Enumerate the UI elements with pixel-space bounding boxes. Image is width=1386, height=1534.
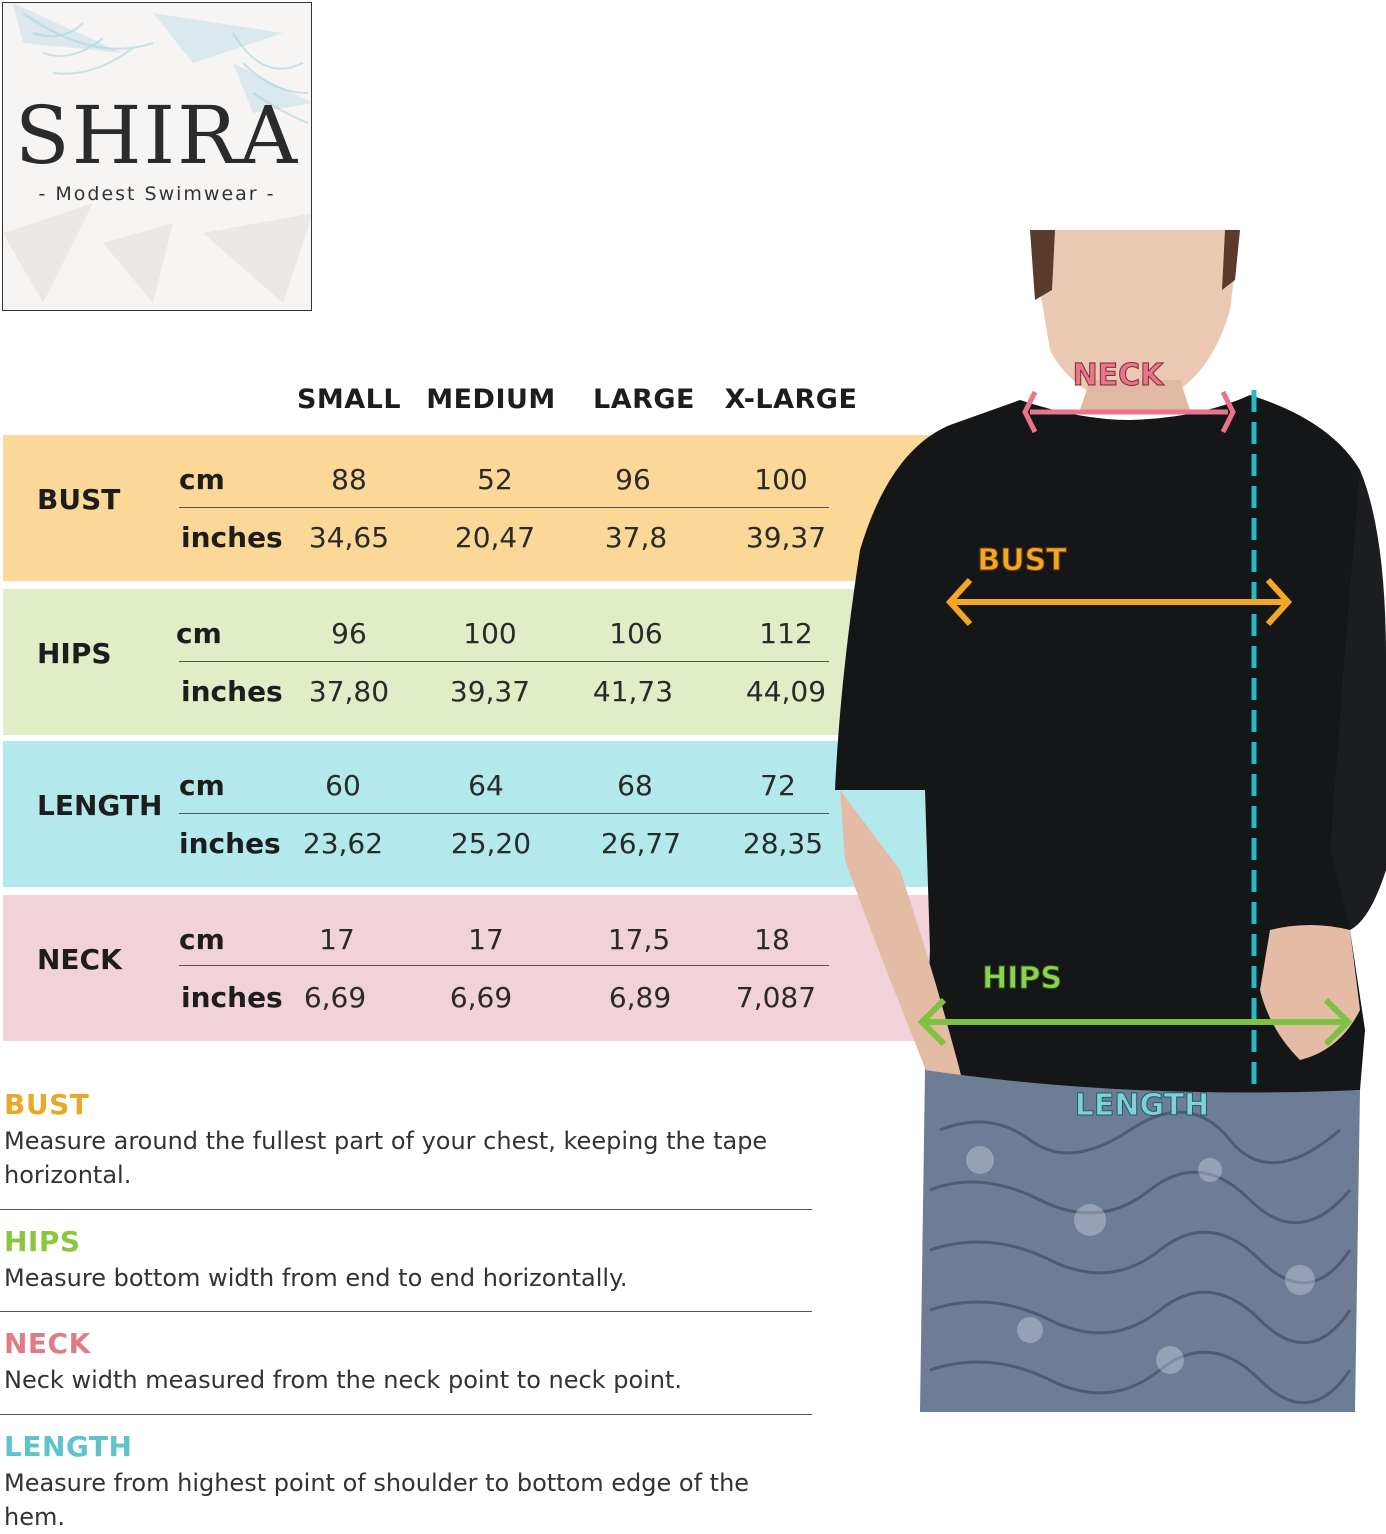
bust-in-medium: 20,47 [454,521,536,554]
size-header-small: SMALL [296,384,402,415]
neck-in-xlarge: 7,087 [735,981,817,1014]
unit-inches: inches [181,521,283,554]
hips-in-xlarge: 44,09 [745,675,827,708]
bust-in-small: 34,65 [308,521,390,554]
neck-in-medium: 6,69 [449,981,513,1014]
length-in-small: 23,62 [302,827,384,860]
model-figure [830,230,1386,1412]
bust-cm-xlarge: 100 [754,463,808,496]
brand-logo [2,2,312,311]
length-cm-large: 68 [617,769,653,802]
hips-cm-large: 106 [609,617,663,650]
desc-divider [0,1209,812,1210]
figure-label-hips: HIPS [982,961,1062,996]
row-label-hips: HIPS [37,637,112,670]
neck-cm-xlarge: 18 [754,923,790,956]
row-label-neck: NECK [37,943,122,976]
unit-cm: cm [179,769,225,802]
row-label-length: LENGTH [37,789,163,822]
bust-in-xlarge: 39,37 [745,521,827,554]
unit-cm: cm [176,617,222,650]
desc-title-neck: NECK [4,1327,91,1360]
length-cm-small: 60 [325,769,361,802]
hips-cm-medium: 100 [463,617,517,650]
length-cm-medium: 64 [468,769,504,802]
bust-cm-large: 96 [615,463,651,496]
desc-title-bust: BUST [4,1088,90,1121]
figure-label-length: LENGTH [1074,1088,1210,1123]
size-header-medium: MEDIUM [426,384,556,415]
desc-title-length: LENGTH [4,1430,133,1463]
row-divider [179,507,829,508]
unit-inches: inches [181,981,283,1014]
brand-tagline: - Modest Swimwear - [38,183,276,205]
neck-cm-medium: 17 [468,923,504,956]
desc-title-hips: HIPS [4,1225,81,1258]
row-divider [179,661,829,662]
figure-label-neck: NECK [1072,358,1164,393]
row-label-bust: BUST [37,483,121,516]
size-header-large: LARGE [593,384,695,415]
hips-row [3,589,963,735]
bust-cm-small: 88 [331,463,367,496]
hips-cm-xlarge: 112 [759,617,813,650]
bust-row [3,435,963,581]
length-row [3,741,963,887]
desc-text-hips: Measure bottom width from end to end horizontally. [4,1264,628,1292]
desc-divider [0,1311,812,1312]
unit-inches: inches [179,827,281,860]
bust-in-large: 37,8 [604,521,668,554]
size-header-xlarge: X-LARGE [724,384,858,415]
neck-cm-large: 17,5 [607,923,671,956]
figure-label-bust: BUST [977,543,1067,578]
hips-in-small: 37,80 [308,675,390,708]
desc-divider [0,1414,812,1415]
desc-text-bust: Measure around the fullest part of your chest, keeping the tape horizontal. [4,1127,768,1189]
row-divider [179,965,829,966]
neck-row [3,895,963,1041]
bust-cm-medium: 52 [477,463,513,496]
brand-name: SHIRA [14,89,300,182]
length-in-large: 26,77 [600,827,682,860]
desc-text-neck: Neck width measured from the neck point to neck point. [4,1366,683,1394]
neck-in-small: 6,69 [303,981,367,1014]
desc-text-length: Measure from highest point of shoulder to bottom edge of the hem. [4,1469,750,1531]
hips-in-medium: 39,37 [449,675,531,708]
length-in-medium: 25,20 [450,827,532,860]
neck-in-large: 6,89 [608,981,672,1014]
unit-cm: cm [179,463,225,496]
unit-inches: inches [181,675,283,708]
length-in-xlarge: 28,35 [742,827,824,860]
neck-cm-small: 17 [319,923,355,956]
unit-cm: cm [179,923,225,956]
length-cm-xlarge: 72 [760,769,796,802]
hips-cm-small: 96 [331,617,367,650]
row-divider [179,813,829,814]
hips-in-large: 41,73 [592,675,674,708]
